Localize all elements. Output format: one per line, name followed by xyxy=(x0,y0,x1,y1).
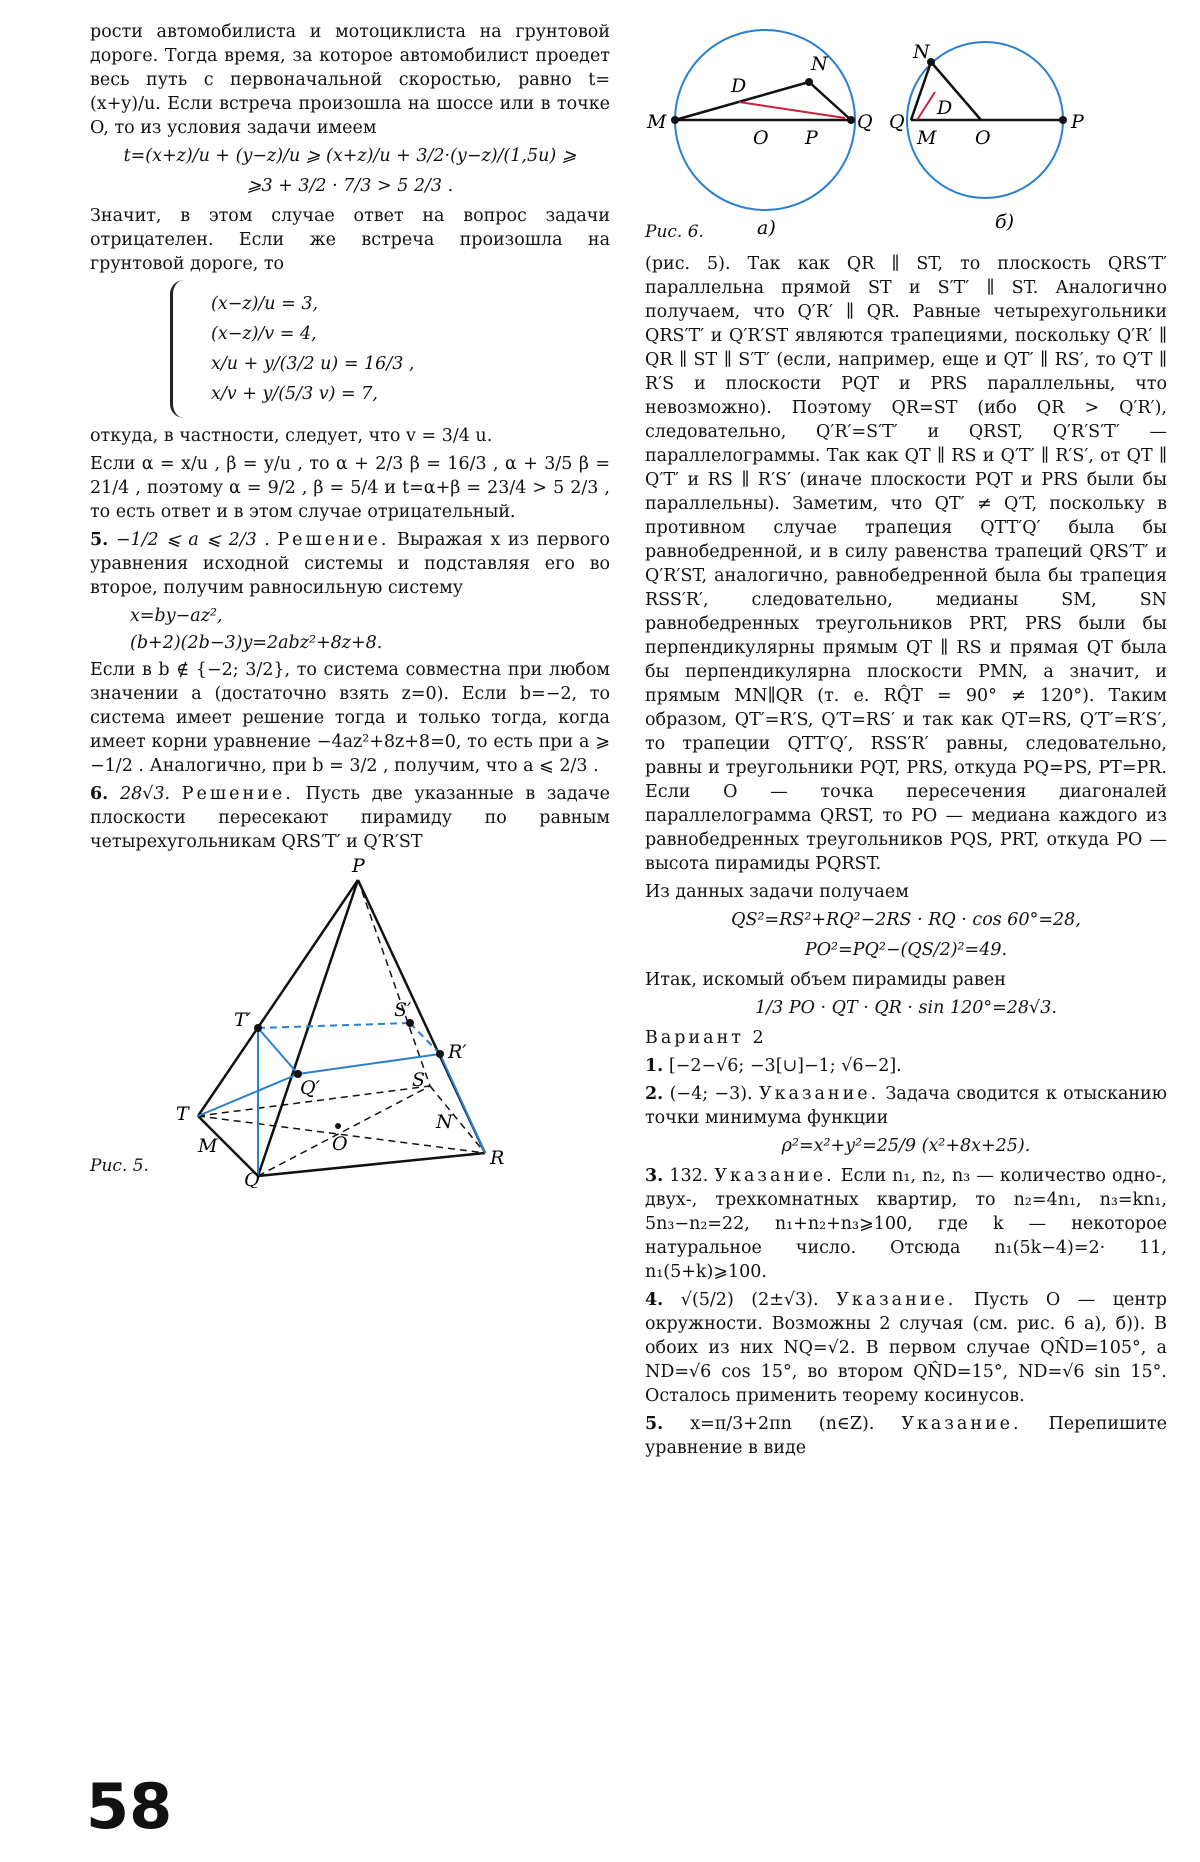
answer-value: 132. xyxy=(669,1166,709,1186)
figure-label: O xyxy=(753,127,769,149)
figure-label: Q xyxy=(857,111,873,133)
pyramid-diagram xyxy=(90,858,610,1188)
figure-label: Q′ xyxy=(300,1077,320,1099)
figure-label: M xyxy=(198,1135,218,1157)
solution-label: Решение. xyxy=(181,784,294,804)
figure-label: Q xyxy=(889,111,905,133)
item-number: 1. xyxy=(645,1056,664,1076)
figure-label: N xyxy=(436,1111,453,1133)
circles-diagram xyxy=(645,20,1167,252)
figure-label: R xyxy=(490,1147,505,1169)
figure-caption: Рис. 6. xyxy=(645,222,704,242)
answer-value: 28√3. xyxy=(119,784,171,804)
hint-text: Перепишите уравнение в виде xyxy=(645,1414,1167,1458)
hint-label: Указание. xyxy=(714,1166,835,1186)
equation: ρ²=x²+y²=25/9 (x²+8x+25). xyxy=(781,1136,1031,1156)
figure-label: N xyxy=(811,53,828,75)
equation: PO²=PQ²−(QS/2)²=49. xyxy=(804,940,1008,960)
figure-label: M xyxy=(647,111,667,133)
answer-value: [−2−√6; −3[∪]−1; √6−2]. xyxy=(668,1056,902,1076)
answer-v4 xyxy=(645,1288,1167,1408)
figure-label: T xyxy=(176,1103,189,1125)
system-line: x/v + y/(5/3 v) = 7, xyxy=(211,384,378,404)
figure-label: P xyxy=(1071,111,1084,133)
figure-label: D xyxy=(731,75,747,97)
figure-label: P xyxy=(352,858,365,877)
figure-label: O xyxy=(975,127,991,149)
figure-label: N xyxy=(913,41,930,63)
paragraph: Если α = x/u , β = y/u , то α + 2/3 β = 16/3 , α + 3/5 β = 21/4 , поэтому α = 9/2 , β = 5/4 и t=α+β = 23/4 > 5 2/3 , то есть ответ и в этом случае отрицательный. xyxy=(90,454,610,522)
figure-label: Q xyxy=(244,1169,260,1188)
hint-text: Задача сводится к отысканию точки минимума функции xyxy=(645,1084,1167,1128)
hint-text: Пусть O — центр окружности. Возможны 2 случая (см. рис. 6 а), б)). В обоих из них NQ=√2. В первом случае QN̂D=105°, а ND=√6 cos 15°, во втором QN̂D=15°, ND=√6 sin 15°. Осталось применить теорему косинусов. xyxy=(645,1290,1167,1406)
figure-caption: Рис. 5. xyxy=(90,1156,149,1176)
figure-label: S xyxy=(412,1069,426,1091)
hint-label: Указание. xyxy=(758,1084,880,1104)
answer-v5 xyxy=(645,1412,1167,1460)
paragraph: Итак, искомый объем пирамиды равен xyxy=(645,970,1006,990)
answer-v2 xyxy=(645,1082,1167,1130)
item-number: 5. xyxy=(90,530,109,550)
figure-label: D xyxy=(937,97,953,119)
right-column xyxy=(645,20,1167,1464)
hint-label: Указание. xyxy=(836,1290,957,1310)
equation: QS²=RS²+RQ²−2RS · RQ · cos 60°=28, xyxy=(731,910,1081,930)
figure-label: P xyxy=(805,127,818,149)
answer-v1 xyxy=(645,1054,1167,1078)
item-number: 3. xyxy=(645,1166,664,1186)
paragraph: рости автомобилиста и мотоциклиста на грунтовой дороге. Тогда время, за которое автомобилист проедет весь путь с первоначальной скоростью, равно t=(x+y)/u. Если встреча произошла на шоссе или в точке O, то из условия задачи имеем xyxy=(90,22,610,138)
figure-sublabel: б) xyxy=(995,211,1015,233)
solution-label: Решение. xyxy=(277,530,390,550)
item-number: 2. xyxy=(645,1084,664,1104)
equation-system xyxy=(170,280,610,418)
solution-text: Пусть две указанные в задаче плоскости пересекают пирамиду по равным четырехугольникам QRS′T′ и Q′R′ST xyxy=(90,784,610,852)
figure-6 xyxy=(645,20,1167,252)
figure-sublabel: а) xyxy=(757,217,776,239)
paragraph: Значит, в этом случае ответ на вопрос задачи отрицателен. Если же встреча произошла на грунтовой дороге, то xyxy=(90,206,610,274)
variant-heading: Вариант 2 xyxy=(645,1028,767,1048)
paragraph: (рис. 5). Так как QR ∥ ST, то плоскость QRS′T′ параллельна прямой ST и S′T′ ∥ ST. Аналогично получаем, что Q′R′ ∥ QR. Равные четырехугольники QRS′T′ и Q′R′ST являются трапециями, поскольку Q′R′ ∥ QR ∥ ST ∥ S′T′ (если, например, еще и QT′ ∥ RS′, то Q′T ∥ R′S и плоскости PQT и PRS параллельны, что невозможно). Поэтому QR=ST (ибо QR > Q′R′), следовательно, Q′R′=S′T′ и QRST, Q′R′S′T′ — параллелограммы. Так как QT ∥ RS и Q′T′ ∥ R′S′, от QT ∥ Q′T′ и RS ∥ R′S′ (иначе плоскости PQT и PRS были бы параллельны). Заметим, что QT′ ≠ Q′T, поскольку в противном случае трапеция QTT′Q′ была бы равнобедренной, и в силу равенства трапеций QRS′T′ и Q′R′ST, аналогично, равнобедренной была бы трапеция RSS′R′, следовательно, медианы SM, SN равнобедренных треугольников PRT, PRS были бы перпендикулярны прямым QT ∥ RS и прямая QT была бы перпендикулярна плоскости PMN, а значит, и прямым MN∥QR (т. е. RQ̂T = 90° ≠ 120°). Таким образом, QT′=R′S, Q′T=RS′ и так как QT=RS, Q′T′=R′S′, то трапеции QTT′Q′, RSS′R′ равны, следовательно, равны и треугольники PQT, PRS, откуда PQ=PS, PT=PR. Если O — точка пересечения диагоналей параллелограмма QRST, то PO — медиана каждого из равнобедренных треугольников PQS, PRT, откуда PO — высота пирамиды PQRST. xyxy=(645,254,1167,874)
answer-value: −1/2 ⩽ a ⩽ 2/3 . xyxy=(115,530,270,550)
figure-5 xyxy=(90,858,610,1195)
equation: (b+2)(2b−3)y=2abz²+8z+8. xyxy=(130,633,383,653)
answer-v3 xyxy=(645,1164,1167,1284)
figure-label: M xyxy=(917,127,937,149)
page-number: 58 xyxy=(86,1770,173,1843)
answer-value: √(5/2) (2±√3). xyxy=(680,1290,819,1310)
paragraph: Из данных задачи получаем xyxy=(645,882,909,902)
item-number: 6. xyxy=(90,784,109,804)
equation: x=by−az², xyxy=(130,606,223,626)
paragraph: откуда, в частности, следует, что v = 3/4 u. xyxy=(90,426,493,446)
left-column xyxy=(90,20,610,1195)
paragraph: Если в b ∉ {−2; 3/2}, то система совместна при любом значении a (достаточно взять z=0). Если b=−2, то система имеет решение тогда и только тогда, когда имеет корни уравнение −4az²+8z+8=0, то есть при a ⩾ −1/2 . Аналогично, при b = 3/2 , получим, что a ⩽ 2/3 . xyxy=(90,660,610,776)
equation: ⩾3 + 3/2 · 7/3 > 5 2/3 . xyxy=(246,176,454,196)
answer-5 xyxy=(90,528,610,600)
item-number: 4. xyxy=(645,1290,664,1310)
figure-label: T′ xyxy=(234,1009,251,1031)
figure-label: S′ xyxy=(394,999,412,1021)
answer-6 xyxy=(90,782,610,854)
answer-value: x=π/3+2πn (n∈Z). xyxy=(690,1414,875,1434)
figure-label: R′ xyxy=(448,1041,467,1063)
hint-text: Если n₁, n₂, n₃ — количество одно-, двух-, трехкомнатных квартир, то n₂=4n₁, n₃=kn₁, 5n₃−n₂=22, n₁+n₂+n₃⩾100, где k — некоторое натуральное число. Отсюда n₁(5k−4)=2· 11, n₁(5+k)⩾100. xyxy=(645,1166,1167,1282)
figure-label: O xyxy=(332,1133,348,1155)
system-line: (x−z)/u = 3, xyxy=(211,294,319,314)
answer-value: (−4; −3). xyxy=(669,1084,753,1104)
item-number: 5. xyxy=(645,1414,664,1434)
solution-text: Выражая x из первого уравнения исходной системы и подставляя его во второе, получим равносильную систему xyxy=(90,530,610,598)
system-line: x/u + y/(3/2 u) = 16/3 , xyxy=(211,354,415,374)
system-line: (x−z)/v = 4, xyxy=(211,324,317,344)
hint-label: Указание. xyxy=(901,1414,1022,1434)
equation: 1/3 PO · QT · QR · sin 120°=28√3. xyxy=(755,998,1057,1018)
equation: t=(x+z)/u + (y−z)/u ⩾ (x+z)/u + 3/2·(y−z)/(1,5u) ⩾ xyxy=(123,146,577,166)
